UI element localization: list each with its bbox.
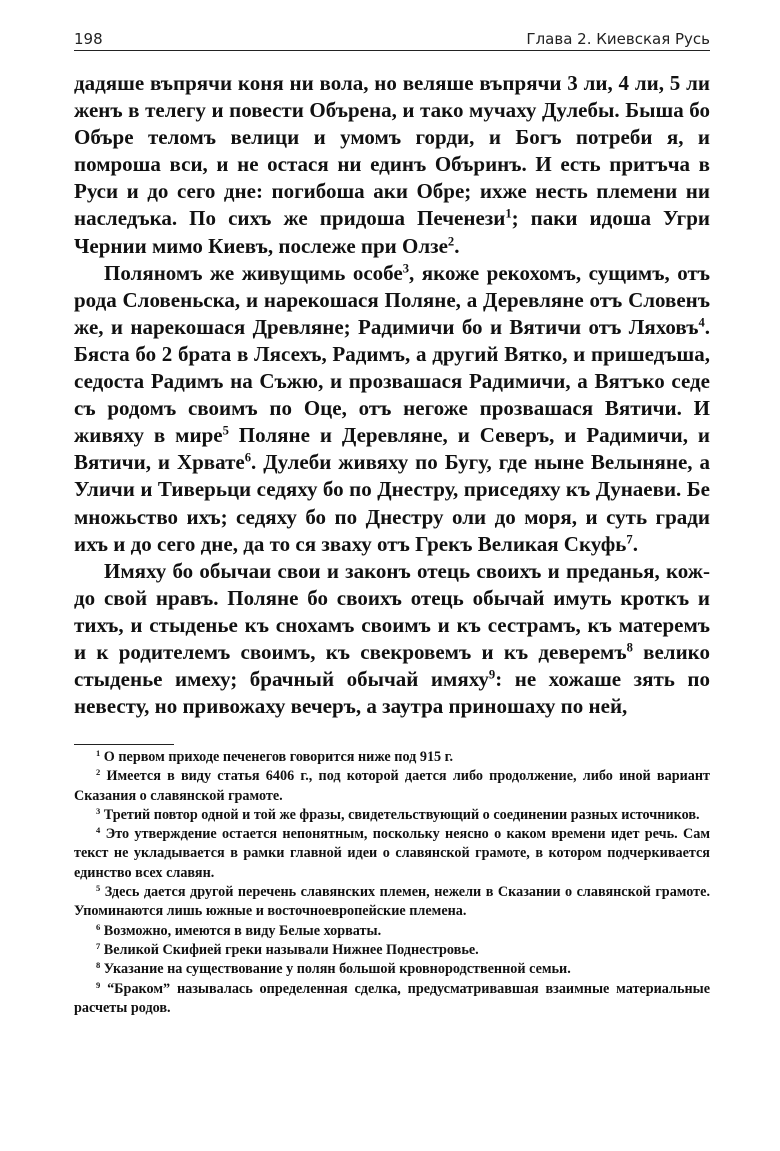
- footnote-text: О первом приходе печенегов говорится ниже под 915 г.: [100, 749, 454, 765]
- paragraph-1: [74, 70, 710, 260]
- text-run: ; паки идоша Угри Чернии мимо Киевъ, послеже при Олзе: [74, 206, 711, 258]
- footnote: [74, 941, 710, 960]
- footnote-ref: 8: [626, 640, 633, 655]
- footnote-text: Третий повтор одной и той же фразы, свидетельствующий о соединении разных источников.: [100, 806, 700, 823]
- text-run: .: [454, 233, 460, 258]
- header-rule: [74, 50, 710, 51]
- footnote-number: 8: [96, 960, 101, 971]
- text-run: Поляномъ же живущимь особе: [104, 260, 403, 285]
- text-run: . Дулеби живяху по Бугу, где ныне Велыняне, а Уличи и Тиверьци седяху бо по Днестру, приседяху къ Дунаеви. Бе множьство ихъ; седяху бо по Днестру оли до моря, и суть гради ихъ и до сего дне, да то ся зваху отъ Грекъ Великая Скуфь: [74, 450, 710, 556]
- footnote-ref: 6: [244, 450, 252, 465]
- footnote-text: Здесь дается другой перечень славянских племен, нежели в Сказании о славянской грамоте. Упоминаются лишь южные и восточноевропейские племена.: [74, 884, 710, 920]
- footnote-text: Возможно, имеются в виду Белые хорваты.: [100, 922, 382, 939]
- footnote-number: 4: [96, 825, 101, 836]
- footnote: [74, 767, 710, 806]
- footnote-number: 2: [96, 767, 101, 778]
- footnote: [74, 922, 710, 941]
- footnote-ref: 3: [402, 261, 410, 276]
- text-run: велико стыденье имеху; брачный обычай имяху: [74, 639, 710, 692]
- footnote: [74, 748, 710, 767]
- footnote-ref: 2: [447, 234, 455, 249]
- footnote-number: 3: [96, 805, 101, 816]
- footnote: [74, 806, 710, 825]
- text-run: Имяху бо обычаи свои и законъ отець своихъ и преданья, кождо свой нравъ. Поляне бо своихъ отець обычай имуть кроткъ и тихъ, и стыденье къ снохамъ своимъ и къ сестрамъ, къ матеремъ и к родителемъ своимъ, къ свекровемъ и къ деверемъ: [74, 558, 710, 664]
- paragraph-2: [74, 260, 710, 558]
- footnote: [74, 825, 710, 883]
- footnote-number: 9: [96, 979, 101, 990]
- text-run: . Бяста бо 2 брата в Лясехъ, Радимъ, а другий Вятко, и пришедъша, седоста Радимъ на Съжю, и прозвашася Радимичи, а Вятъко седе съ родомъ своимъ по Оце, отъ негоже прозвашася Вятичи. И живяху в мире: [74, 314, 710, 448]
- footnote-text: Указание на существование у полян большой кровнородственной семьи.: [100, 961, 571, 978]
- text-run: , якоже рекохомъ, сущимъ, отъ рода Словеньска, и нарекошася Поляне, а Деревляне отъ Словенъ же, и нарекошася Древляне; Радимичи бо и Вятичи отъ Ляховъ: [74, 260, 710, 339]
- footnote-number: 6: [96, 921, 101, 932]
- footnote: [74, 980, 710, 1019]
- footnote-number: 7: [96, 940, 101, 951]
- footnote-text: Это утверждение остается непонятным, поскольку неясно о каком времени идет речь. Сам текст не укладывается в рамки главной идеи о славянской грамоте, в котором подчеркивается единство всех славян.: [74, 826, 710, 881]
- chapter-title: Глава 2. Киевская Русь: [526, 30, 710, 48]
- footnote: [74, 960, 710, 979]
- text-run: : не хожаше зять по невесту, но привожаху вечеръ, а заутра приношаху по ней,: [74, 667, 710, 719]
- footnote-text: Имеется в виду статья 6406 г., под которой дается либо продолжение, либо иной вариант Сказания о славянской грамоте.: [74, 768, 710, 804]
- footnote-ref: 4: [698, 315, 705, 330]
- footnote-number: 5: [96, 882, 101, 893]
- footnote-text: “Браком” называлась определенная сделка, предусматривавшая взаимные материальные расчеты родов.: [74, 980, 710, 1016]
- footnote-ref: 7: [626, 532, 633, 547]
- text-run: Поляне и Деревляне, и Северъ, и Радимичи, и Вятичи, и Хрвате: [74, 423, 710, 475]
- page-number: 198: [74, 30, 103, 48]
- paragraph-3: [74, 558, 710, 721]
- text-run: .: [632, 531, 638, 556]
- footnotes: [74, 748, 710, 1018]
- main-text: [74, 70, 710, 720]
- footnote-rule: [74, 744, 174, 745]
- footnote-ref: 5: [222, 423, 229, 438]
- footnote-ref: 9: [488, 667, 496, 682]
- footnote-text: Великой Скифией греки называли Нижнее Поднестровье.: [100, 941, 479, 958]
- footnote-ref: 1: [505, 206, 512, 221]
- text-run: дадяше въпрячи коня ни вола, но веляше въпрячи 3 ли, 4 ли, 5 ли женъ в телегу и повести Обърена, и тако мучаху Дулебы. Быша бо Объре теломъ велици и умомъ горди, и Богъ потреби я, и помроша вси, и не остася ни единъ Объринъ. И есть притъча в Руси и до сего дне: погибоша аки Обре; ихже несть племени ни наследъка. По сихъ же придоша Печенези: [74, 71, 710, 231]
- running-head: [74, 22, 710, 48]
- footnote-number: 1: [96, 747, 101, 758]
- footnote: [74, 883, 710, 922]
